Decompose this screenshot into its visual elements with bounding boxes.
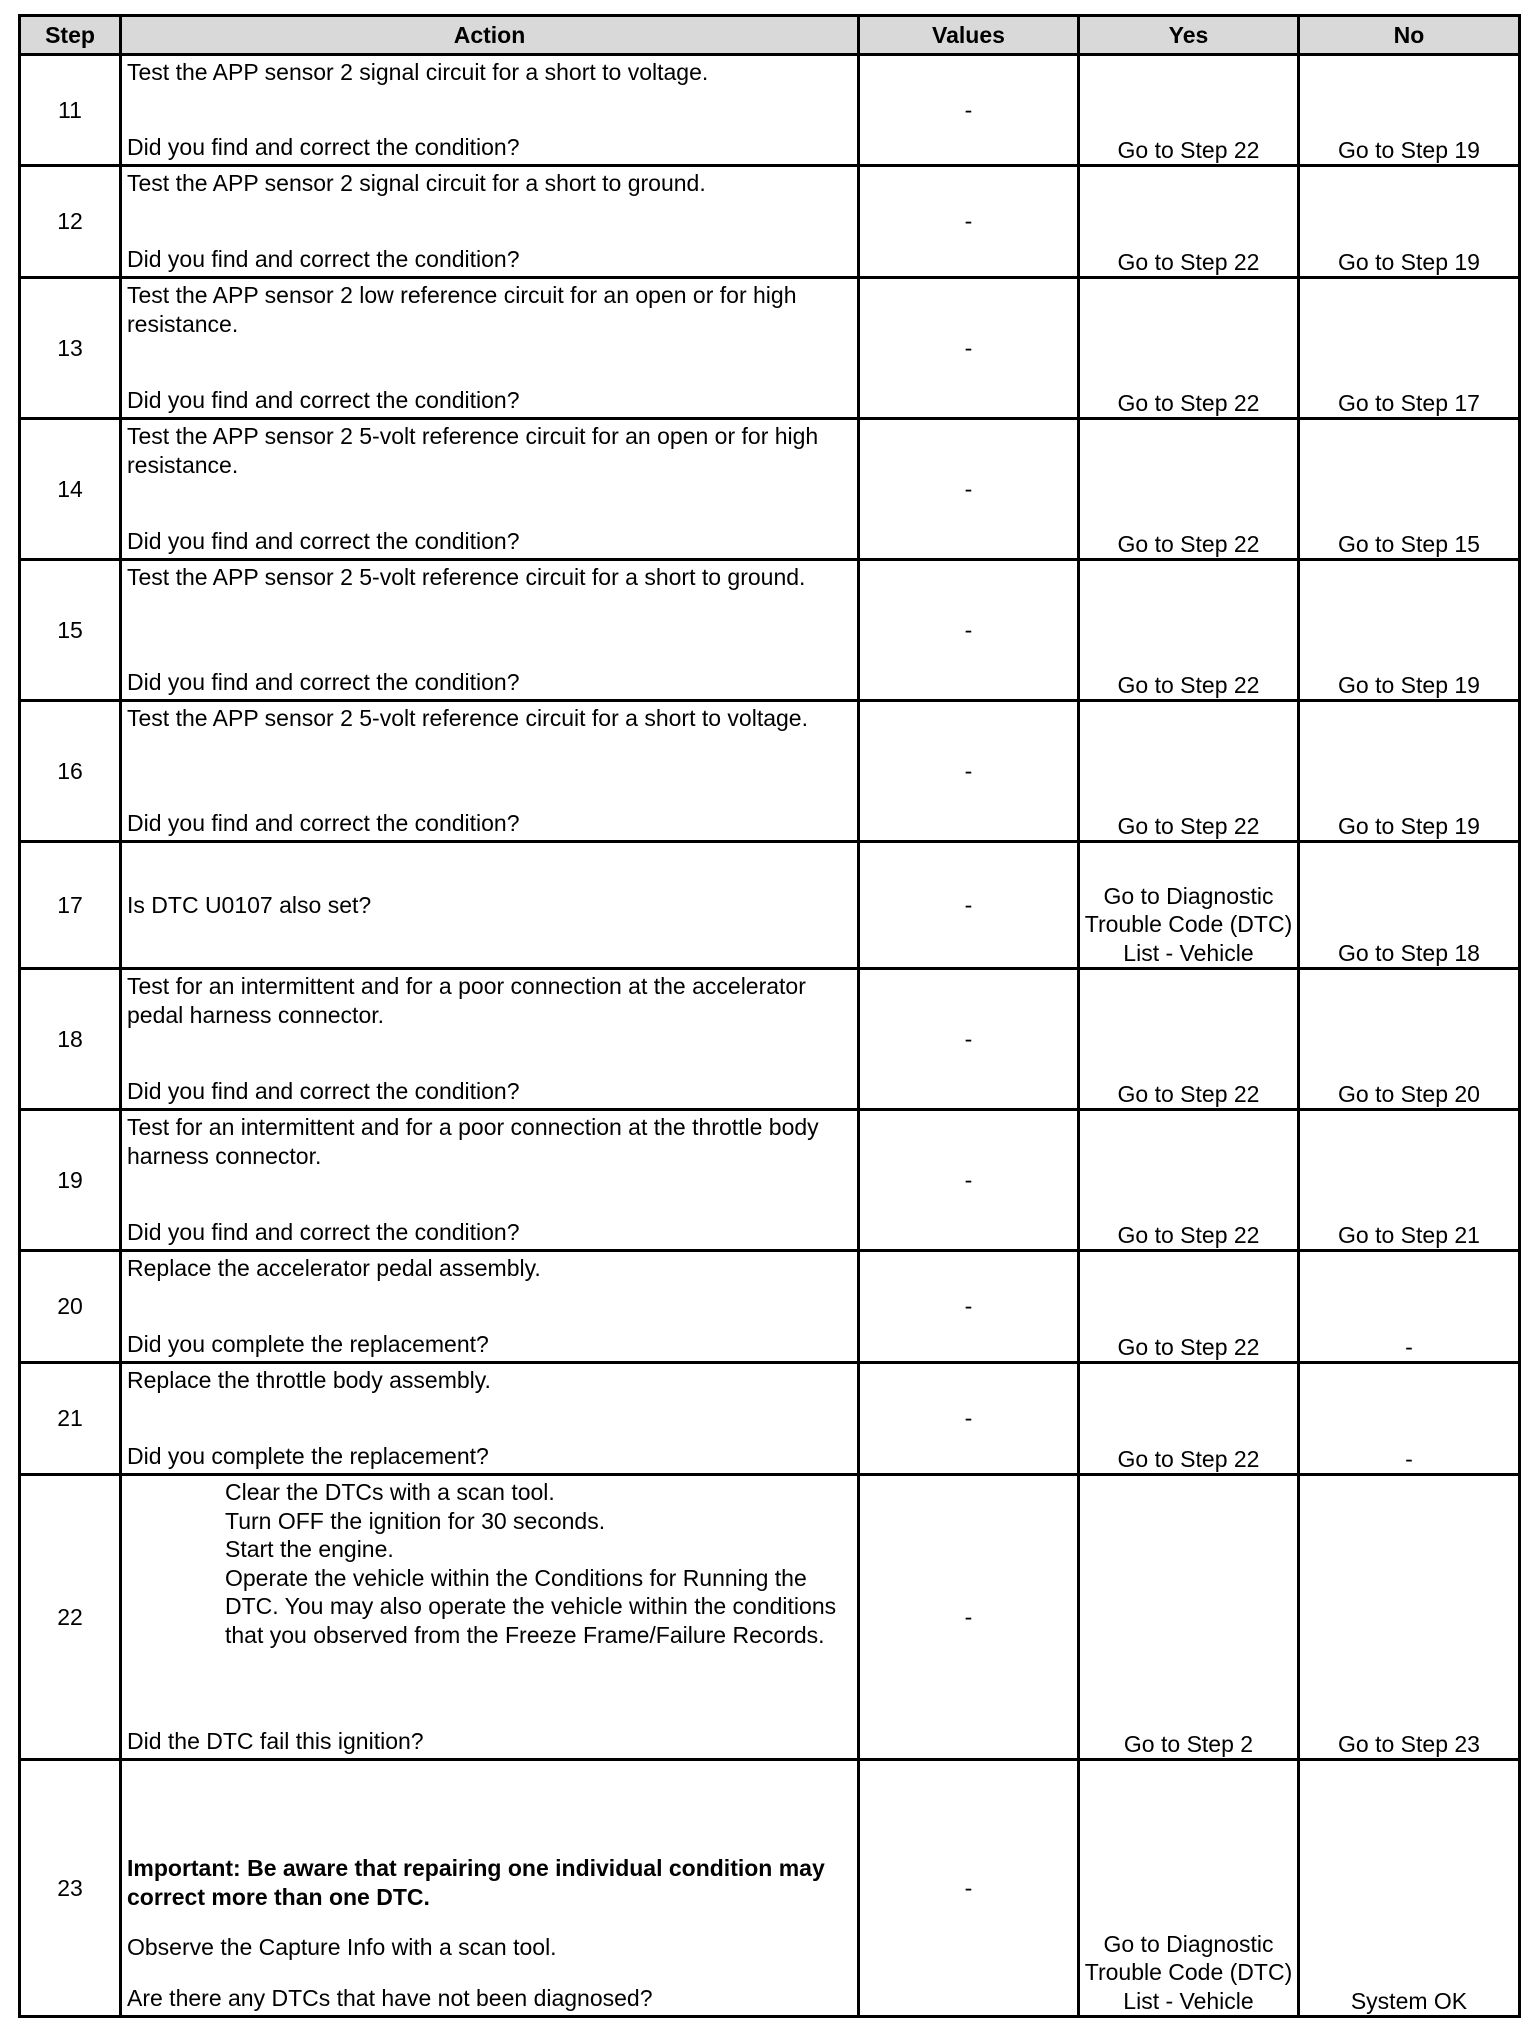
header-step: Step: [20, 16, 121, 55]
action-text: Test the APP sensor 2 5-volt reference circuit for a short to ground.: [127, 564, 806, 590]
no-cell: -: [1299, 1363, 1520, 1475]
values-cell: -: [859, 701, 1079, 842]
action-cell: [121, 1110, 859, 1251]
step-number: 16: [20, 701, 121, 842]
table-row: [20, 278, 1520, 419]
table-row: [20, 560, 1520, 701]
action-cell: [121, 278, 859, 419]
action-cell: [121, 1363, 859, 1475]
header-row: [20, 16, 1520, 55]
values-cell: -: [859, 278, 1079, 419]
action-question: Did you find and correct the condition?: [127, 809, 520, 836]
table-row: [20, 1760, 1520, 2017]
action-text: Test for an intermittent and for a poor connection at the throttle body harness connector.: [127, 1114, 819, 1169]
action-cell: [121, 55, 859, 166]
yes-cell: Go to Step 22: [1079, 55, 1299, 166]
step-number: 23: [20, 1760, 121, 2017]
action-question: Did you complete the replacement?: [127, 1330, 489, 1357]
header-action: Action: [121, 16, 859, 55]
step-number: 12: [20, 166, 121, 278]
no-cell: Go to Step 21: [1299, 1110, 1520, 1251]
table-row: [20, 701, 1520, 842]
yes-cell: Go to Step 22: [1079, 560, 1299, 701]
no-cell: System OK: [1299, 1760, 1520, 2017]
action-question: Did you find and correct the condition?: [127, 133, 520, 160]
action-question: Are there any DTCs that have not been diagnosed?: [127, 1984, 653, 2011]
action-step-item: Clear the DTCs with a scan tool.: [225, 1479, 555, 1505]
no-cell: Go to Step 15: [1299, 419, 1520, 560]
step-number: 13: [20, 278, 121, 419]
step-number: 22: [20, 1475, 121, 1760]
yes-cell: Go to Diagnostic Trouble Code (DTC) List - Vehicle: [1079, 1760, 1299, 2017]
action-cell: [121, 1251, 859, 1363]
values-cell: -: [859, 166, 1079, 278]
action-cell: [121, 560, 859, 701]
step-number: 21: [20, 1363, 121, 1475]
step-number: 20: [20, 1251, 121, 1363]
step-number: 17: [20, 842, 121, 969]
action-text: Observe the Capture Info with a scan tool.: [127, 1934, 557, 1960]
action-cell: [121, 419, 859, 560]
yes-cell: Go to Step 22: [1079, 278, 1299, 419]
values-cell: -: [859, 560, 1079, 701]
values-cell: -: [859, 969, 1079, 1110]
action-cell: [121, 969, 859, 1110]
action-text: Replace the accelerator pedal assembly.: [127, 1255, 541, 1281]
action-text: Is DTC U0107 also set?: [121, 842, 859, 969]
action-cell: [121, 1475, 859, 1760]
action-step-item: Start the engine.: [225, 1536, 394, 1562]
values-cell: -: [859, 1251, 1079, 1363]
action-question: Did you find and correct the condition?: [127, 668, 520, 695]
action-cell: [121, 1760, 859, 2017]
header-no: No: [1299, 16, 1520, 55]
action-text: Test the APP sensor 2 5-volt reference circuit for a short to voltage.: [127, 705, 808, 731]
no-cell: Go to Step 17: [1299, 278, 1520, 419]
action-text: Test for an intermittent and for a poor connection at the accelerator pedal harness connector.: [127, 973, 806, 1028]
action-text: Test the APP sensor 2 5-volt reference circuit for an open or for high resistance.: [127, 423, 819, 478]
action-question: Did you find and correct the condition?: [127, 245, 520, 272]
table-row: [20, 419, 1520, 560]
header-yes: Yes: [1079, 16, 1299, 55]
action-question: Did you find and correct the condition?: [127, 1077, 520, 1104]
no-cell: Go to Step 18: [1299, 842, 1520, 969]
yes-cell: Go to Step 22: [1079, 419, 1299, 560]
action-text: Test the APP sensor 2 signal circuit for a short to voltage.: [127, 59, 709, 85]
yes-cell: Go to Step 22: [1079, 969, 1299, 1110]
action-text: Test the APP sensor 2 signal circuit for a short to ground.: [127, 170, 706, 196]
step-number: 15: [20, 560, 121, 701]
yes-cell: Go to Diagnostic Trouble Code (DTC) List - Vehicle: [1079, 842, 1299, 969]
no-cell: -: [1299, 1251, 1520, 1363]
step-number: 14: [20, 419, 121, 560]
action-text: Replace the throttle body assembly.: [127, 1367, 491, 1393]
action-question: Did you find and correct the condition?: [127, 386, 520, 413]
step-number: 18: [20, 969, 121, 1110]
action-question: Did you complete the replacement?: [127, 1442, 489, 1469]
values-cell: -: [859, 1760, 1079, 2017]
no-cell: Go to Step 19: [1299, 701, 1520, 842]
action-question: Did you find and correct the condition?: [127, 1218, 520, 1245]
diagnostic-steps-table: [18, 14, 1521, 2018]
values-cell: -: [859, 842, 1079, 969]
table-row: [20, 1110, 1520, 1251]
table-row: [20, 166, 1520, 278]
values-cell: -: [859, 1110, 1079, 1251]
table-row: [20, 1363, 1520, 1475]
yes-cell: Go to Step 22: [1079, 166, 1299, 278]
values-cell: -: [859, 1475, 1079, 1760]
action-text: Test the APP sensor 2 low reference circuit for an open or for high resistance.: [127, 282, 797, 337]
action-step-item: Operate the vehicle within the Conditions for Running the DTC. You may also operate the vehicle within the conditions that you observed from the Freeze Frame/Failure Records.: [225, 1564, 837, 1648]
no-cell: Go to Step 19: [1299, 560, 1520, 701]
values-cell: -: [859, 419, 1079, 560]
table-row: [20, 1251, 1520, 1363]
important-note: Important: Be aware that repairing one individual condition may correct more than one DTC.: [127, 1855, 825, 1910]
action-steps-list: [127, 1478, 849, 1649]
table-row: [20, 969, 1520, 1110]
step-number: 11: [20, 55, 121, 166]
header-values: Values: [859, 16, 1079, 55]
table-row: [20, 842, 1520, 969]
action-question: Did you find and correct the condition?: [127, 527, 520, 554]
action-cell: [121, 166, 859, 278]
no-cell: Go to Step 19: [1299, 55, 1520, 166]
values-cell: -: [859, 55, 1079, 166]
values-cell: -: [859, 1363, 1079, 1475]
table-row: [20, 1475, 1520, 1760]
yes-cell: Go to Step 22: [1079, 1110, 1299, 1251]
no-cell: Go to Step 20: [1299, 969, 1520, 1110]
yes-cell: Go to Step 22: [1079, 1363, 1299, 1475]
action-step-item: Turn OFF the ignition for 30 seconds.: [225, 1507, 606, 1534]
table-row: [20, 55, 1520, 166]
yes-cell: Go to Step 2: [1079, 1475, 1299, 1760]
yes-cell: Go to Step 22: [1079, 701, 1299, 842]
action-question: Did the DTC fail this ignition?: [127, 1727, 424, 1754]
yes-cell: Go to Step 22: [1079, 1251, 1299, 1363]
no-cell: Go to Step 19: [1299, 166, 1520, 278]
action-cell: [121, 701, 859, 842]
no-cell: Go to Step 23: [1299, 1475, 1520, 1760]
step-number: 19: [20, 1110, 121, 1251]
